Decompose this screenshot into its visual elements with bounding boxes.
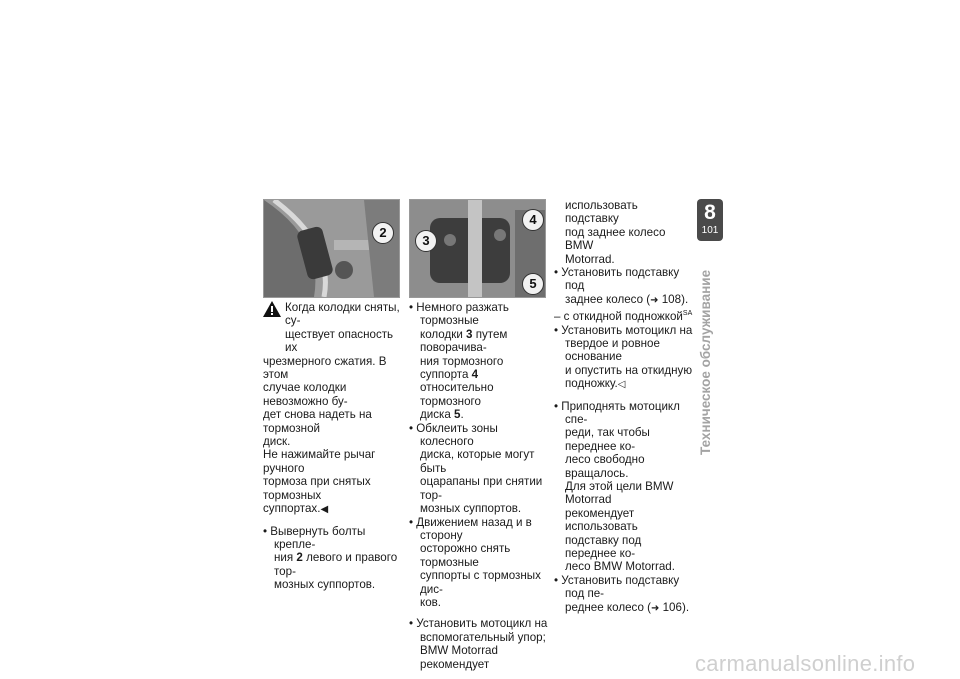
- dash-sidestand: – с откидной подножкой$^{SA}$: [554, 310, 693, 324]
- warning-line: дет снова надеть на тормозной: [263, 408, 372, 435]
- arrow-right-icon: ➜: [650, 294, 659, 306]
- end-mark: ◀: [320, 504, 329, 516]
- chapter-number: 8: [704, 201, 716, 224]
- bullet-spread-pads: • Немного разжать тормозные колодки 3 путем поворачива- ния тормозного суппорта 4 относительно тормозного диска 5.: [409, 301, 509, 422]
- caliper-photo-2: [409, 199, 546, 298]
- callout-4: 4: [522, 209, 544, 231]
- arrow-right-icon: ➜: [651, 602, 660, 614]
- bullet-remove-calipers: • Движением назад и в сторону осторожно снять тормозные суппорты с тормозных дис- ков.: [409, 515, 541, 609]
- warning-line: Когда колодки сняты, су-: [285, 301, 400, 328]
- bullet-unscrew-bolts: • Вывернуть болты крепле- ния 2 левого и правого тор- мозных суппортов.: [263, 524, 398, 592]
- bullet-place-bike: • Установить мотоцикл на твердое и ровное основание и опустить на откидную подножку.◁: [554, 323, 693, 391]
- callout-3: 3: [415, 230, 437, 252]
- warning-line: случае колодки невозможно бу-: [263, 381, 348, 408]
- chapter-side-title: Техническое обслуживание: [698, 269, 713, 455]
- caliper-photo-1: [263, 199, 400, 298]
- warning-block: [263, 301, 403, 355]
- warning-line: Не нажимайте рычаг ручного: [263, 448, 376, 475]
- column-3: использовать подставку под заднее колесо BMW Motorrad. • Установить подставку под заднее колесо (➜ 108). – с откидной подножкой$^{SA}$ • Установить мотоцикл на твердое и ровное основание и опустить на откидную подножку.◁ • Приподнять мотоцикл спе- реди, так чтобы переднее ко- лесо свободно вращалось. Для этой цели BMW Motorrad рекомендует использовать подставку под переднее ко- лесо BMW Motorrad. • Установить подставку под пе- реднее колесо (➜ 106).: [554, 199, 693, 614]
- warning-line: тормоза при снятых тормозных: [263, 475, 371, 502]
- watermark: carmanualsonline.info: [695, 651, 916, 676]
- page-number: 101: [701, 225, 719, 236]
- warning-triangle-icon: [263, 301, 281, 317]
- warning-line: ществует опасность их: [285, 327, 394, 355]
- warning-line: суппортах.◀: [263, 502, 329, 516]
- warning-line: чрезмерного сжатия. В этом: [263, 354, 387, 382]
- callout-2: 2: [372, 222, 394, 244]
- column-2: [409, 301, 554, 671]
- bullet-tape-rim: • Обклеить зоны колесного диска, которые могут быть оцарапаны при снятии тор- мозных суппортов.: [409, 421, 543, 516]
- bullet-rear-stand: • Установить подставку под заднее колесо (➜ 108).: [554, 266, 689, 306]
- chapter-tab: [697, 199, 723, 241]
- bullet-aux-stand: • Установить мотоцикл на вспомогательный упор; BMW Motorrad рекомендует: [409, 617, 548, 671]
- column-1: [263, 301, 403, 592]
- bullet-front-stand: • Установить подставку под пе- реднее колесо (➜ 106).: [554, 573, 690, 614]
- end-mark: ◁: [617, 379, 626, 391]
- callout-5: 5: [522, 273, 544, 295]
- bullet-lift-front: • Приподнять мотоцикл спе- реди, так чтобы переднее ко- лесо свободно вращалось. Для этой цели BMW Motorrad рекомендует использовать подставку под переднее ко- лесо BMW Motorrad.: [554, 399, 680, 574]
- warning-line: диск.: [263, 435, 291, 449]
- caliper-illustration-1: [264, 200, 399, 297]
